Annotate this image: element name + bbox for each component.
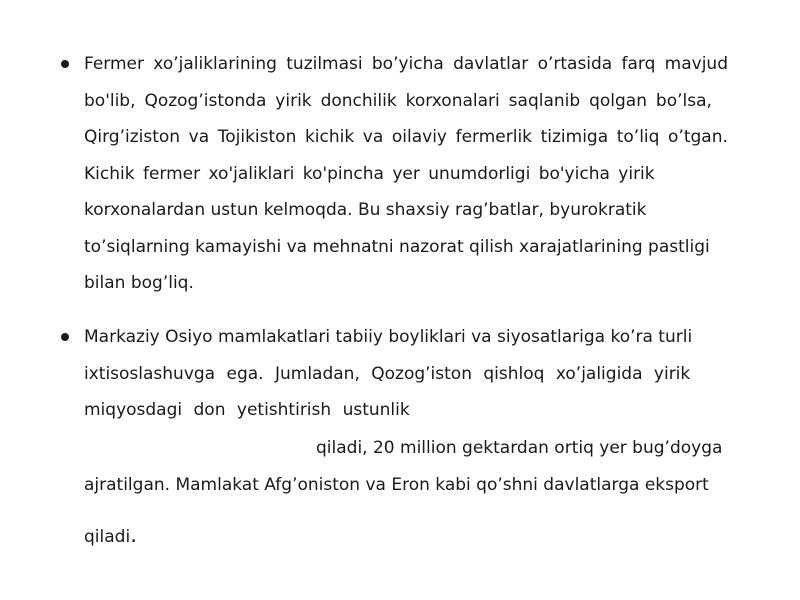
word: bo'lib, [84,91,136,111]
word: donchilik [320,91,397,111]
bullet1-line-7: bilan bog’liq. [84,273,194,293]
word: mavjud [664,54,728,74]
word: Qozog’istonda [144,91,267,111]
word: korxonalari [405,91,500,111]
bullet1-line-3 [84,127,728,147]
word: va [362,127,384,147]
word: xo’jaliklarining [153,54,277,74]
word: oilaviy [391,127,447,147]
word: bo’lsa, [655,91,712,111]
word: tuzilmasi [286,54,363,74]
bullet1-line-2 [84,91,712,111]
word: Tojikiston [217,127,297,147]
bullet1-line-4: Kichik fermer xo'jaliklari ko'pincha yer unumdorligi bo'yicha yirik [84,164,655,184]
word: to’liq [616,127,660,147]
bullet2-line-2: ixtisoslashuvga ega. Jumladan, Qozog’iston qishloq xo’jaligida yirik [84,364,691,384]
bullet2-line-3: miqyosdagi don yetishtirish ustunlik [84,400,410,420]
word: fermerlik [455,127,533,147]
word: davlatlar [453,54,529,74]
word: Qirg’iziston [84,127,181,147]
word: Fermer [84,54,145,74]
bullet1-line-6: to’siqlarning kamayishi va mehnatni nazorat qilish xarajatlarining pastligi [84,237,710,257]
bullet2-line-5: ajratilgan. Mamlakat Afg’oniston va Eron kabi qo’shni davlatlarga eksport [84,475,709,495]
word: tizimiga [540,127,609,147]
word: farq [621,54,656,74]
last-word: qiladi [84,527,131,547]
bullet2-line-1: Markaziy Osiyo mamlakatlari tabiiy boyliklari va siyosatlariga ko’ra turli [84,327,693,347]
word: saqlanib [508,91,581,111]
bullet1-line-5: korxonalardan ustun kelmoqda. Bu shaxsiy rag’batlar, byurokratik [84,200,647,220]
word: bo’yicha [371,54,444,74]
word: yirik [275,91,312,111]
bullet2-line-6 [84,523,138,548]
bullet-marker-2 [61,333,69,341]
word: qolgan [589,91,647,111]
bullet-marker-1 [61,60,69,68]
bullet1-line-1 [84,54,728,74]
last-period: . [130,523,138,548]
bullet2-line-4: qiladi, 20 million gektardan ortiq yer bug’doyga [316,438,723,458]
word: o’rtasida [537,54,613,74]
word: o’tgan. [668,127,728,147]
word: kichik [304,127,355,147]
word: va [188,127,210,147]
